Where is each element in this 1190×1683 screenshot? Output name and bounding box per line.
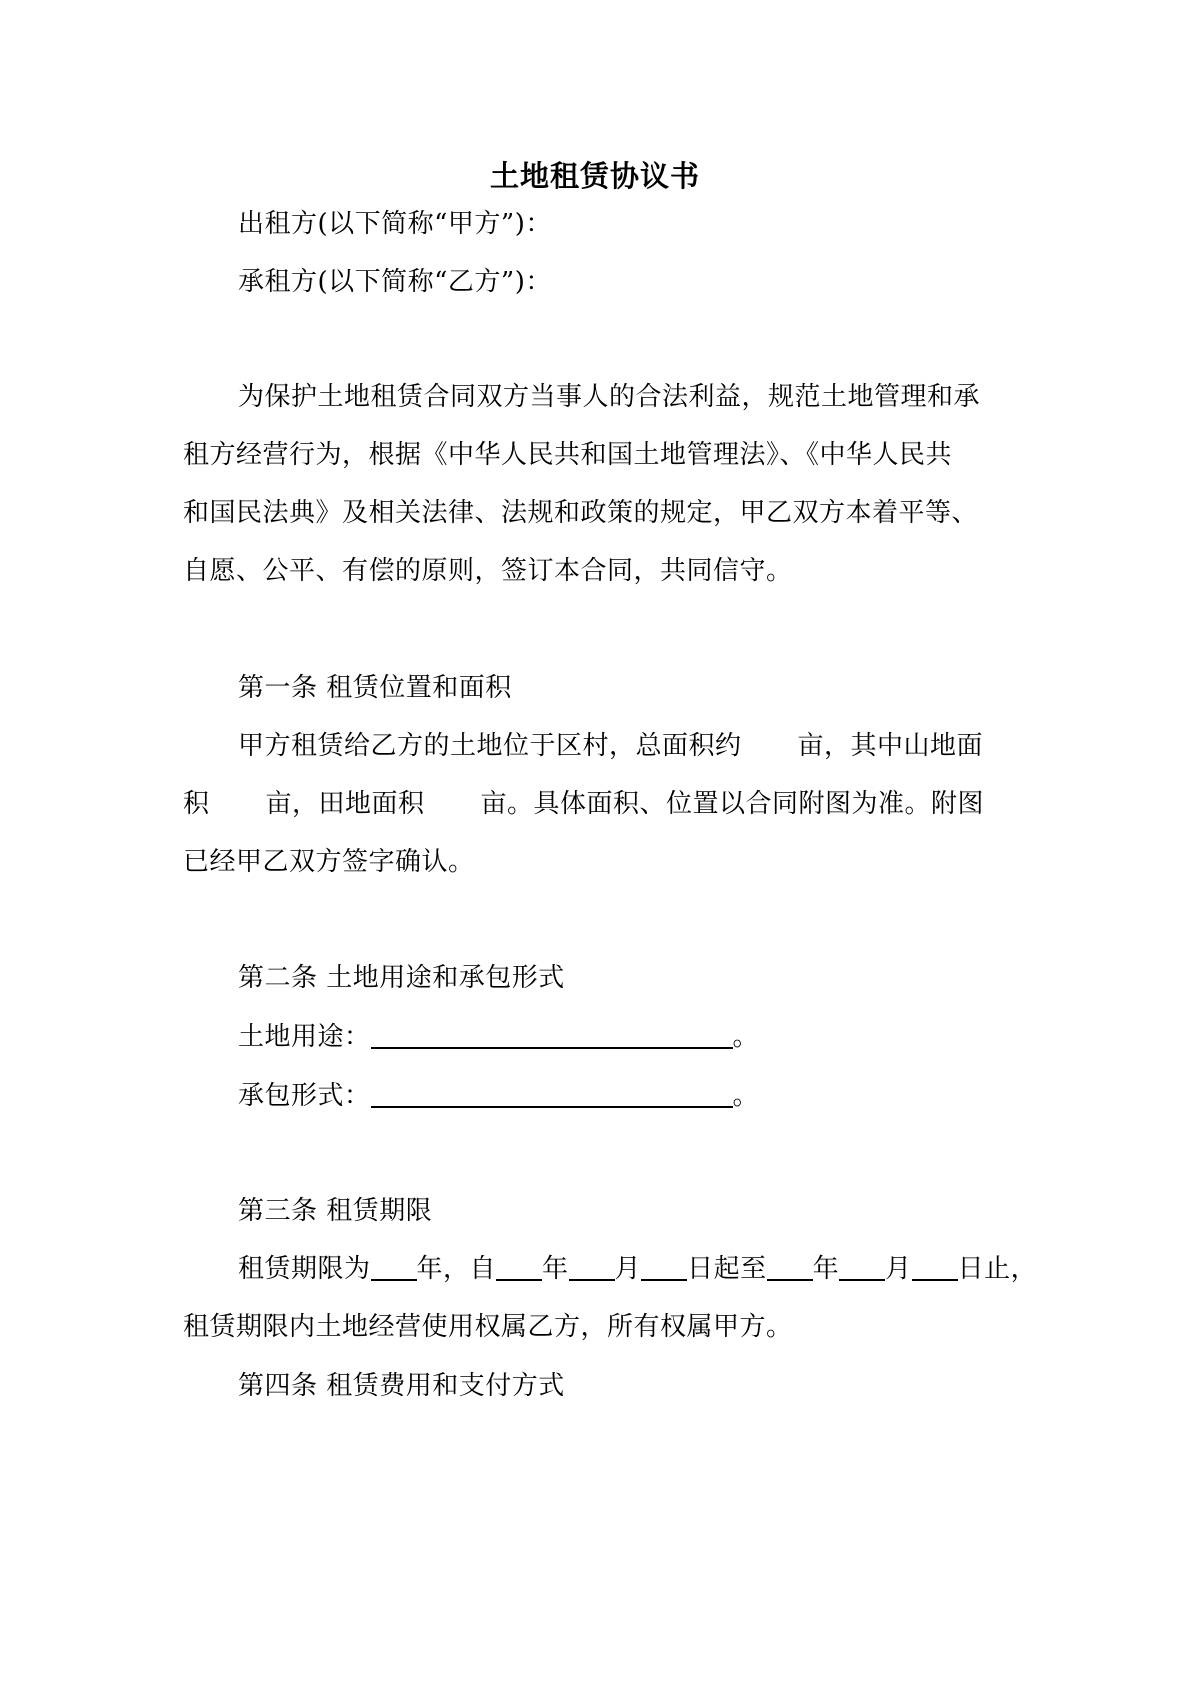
start-month-blank: [569, 1255, 615, 1281]
article1-line-1b: 亩，其中山地面: [797, 731, 984, 761]
preamble-line-3: 和国民法典》及相关法律、法规和政策的规定，甲乙双方本着平等、: [183, 498, 979, 528]
term-text-1: 租赁期限为: [238, 1254, 371, 1284]
article1-line-2c: 亩。具体面积、位置以合同附图为准。附图: [480, 789, 985, 819]
article1-line-3: 已经甲乙双方签字确认。: [183, 847, 475, 877]
end-day-blank: [912, 1255, 958, 1281]
party-b-line: 承租方(以下简称“乙方”)：: [238, 267, 552, 297]
start-year-blank: [496, 1255, 542, 1281]
land-use-blank: [371, 1023, 733, 1049]
term-text-2: 年，自: [416, 1254, 497, 1284]
party-a-line: 出租方(以下简称“甲方”)：: [238, 209, 552, 239]
land-use-label: 土地用途：: [238, 1022, 371, 1052]
article4-heading: 第四条 租赁费用和支付方式: [238, 1371, 565, 1401]
contract-form-blank: [371, 1082, 733, 1108]
article3-line-2: 租赁期限内土地经营使用权属乙方，所有权属甲方。: [183, 1312, 793, 1342]
contract-form-line: [238, 1080, 759, 1112]
term-text-7: 月: [885, 1254, 912, 1284]
term-text-6: 年: [812, 1254, 840, 1284]
preamble-line-2: 租方经营行为，根据《中华人民共和国土地管理法》、《中华人民共: [183, 440, 953, 470]
article1-line-2: [183, 788, 984, 820]
contract-form-end: 。: [732, 1081, 760, 1111]
end-year-blank: [767, 1255, 813, 1281]
contract-form-label: 承包形式：: [238, 1081, 371, 1111]
article1-line-2b: 亩，田地面积: [265, 789, 425, 819]
land-use-end: 。: [732, 1022, 760, 1052]
preamble-line-1: 为保护土地租赁合同双方当事人的合法利益，规范土地管理和承: [238, 382, 981, 412]
document-title: 土地租赁协议书: [489, 159, 700, 193]
article3-line-1: [238, 1253, 1037, 1285]
term-text-5: 日起至: [687, 1254, 767, 1284]
article3-heading: 第三条 租赁期限: [238, 1196, 433, 1226]
term-years-blank: [371, 1255, 417, 1281]
article1-line-1: [238, 730, 983, 762]
term-text-3: 年: [542, 1254, 569, 1284]
term-text-8: 日止，: [957, 1254, 1038, 1284]
end-month-blank: [839, 1255, 885, 1281]
article1-line-1a: 甲方租赁给乙方的土地位于区村，总面积约: [238, 731, 742, 761]
term-text-4: 月: [614, 1254, 642, 1284]
article2-heading: 第二条 土地用途和承包形式: [238, 963, 565, 993]
article1-heading: 第一条 租赁位置和面积: [238, 673, 512, 703]
start-day-blank: [641, 1255, 687, 1281]
land-use-line: [238, 1021, 759, 1053]
preamble-line-4: 自愿、公平、有偿的原则，签订本合同，共同信守。: [183, 556, 793, 586]
article1-line-2a: 积: [183, 789, 210, 819]
